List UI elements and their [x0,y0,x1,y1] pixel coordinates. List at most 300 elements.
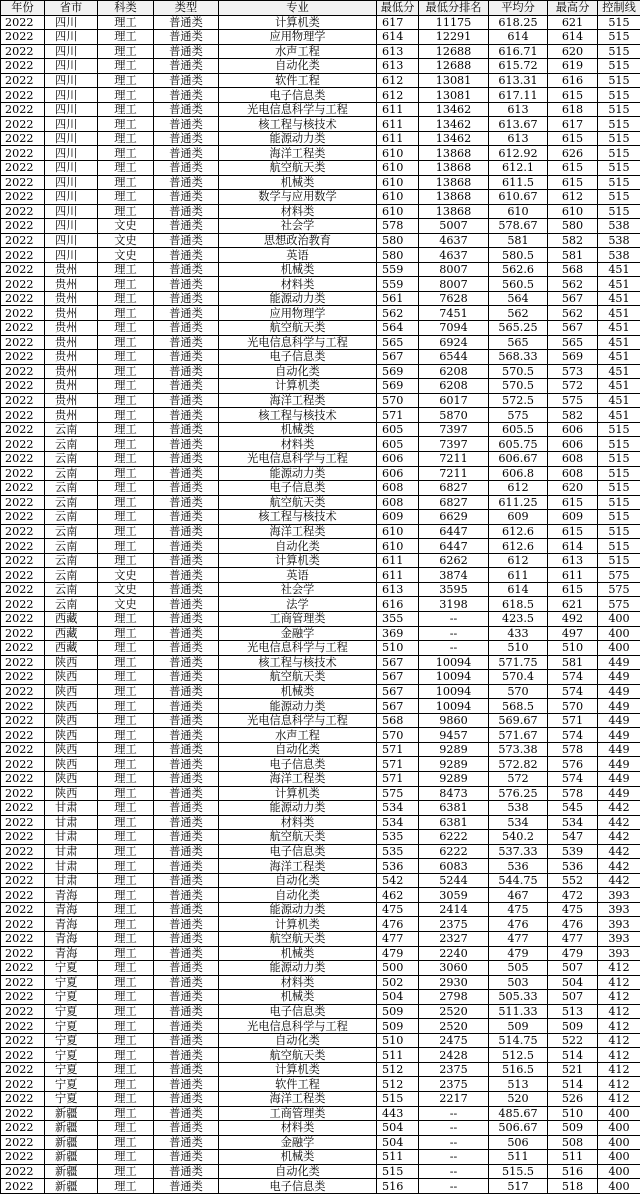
cell-major: 海洋工程类 [219,146,377,161]
cell-subject: 文史 [98,582,154,597]
cell-max-score: 573 [548,364,598,379]
cell-max-score: 620 [548,481,598,496]
cell-year: 2022 [1,262,45,277]
cell-major: 航空航天类 [219,161,377,176]
cell-year: 2022 [1,524,45,539]
cell-province: 四川 [45,219,98,234]
cell-avg-score: 511 [489,1150,548,1165]
cell-control-line: 515 [598,175,640,190]
cell-min-rank: -- [419,641,489,656]
cell-province: 四川 [45,102,98,117]
cell-max-score: 545 [548,801,598,816]
cell-province: 陕西 [45,670,98,685]
cell-min-score: 561 [377,291,419,306]
cell-min-score: 562 [377,306,419,321]
cell-min-rank: -- [419,611,489,626]
cell-province: 新疆 [45,1150,98,1165]
cell-province: 云南 [45,466,98,481]
cell-year: 2022 [1,1150,45,1165]
cell-subject: 理工 [98,713,154,728]
cell-province: 贵州 [45,321,98,336]
table-row [1,379,640,394]
cell-subject: 理工 [98,262,154,277]
cell-subject: 理工 [98,117,154,132]
cell-min-rank: 13081 [419,88,489,103]
cell-min-score: 580 [377,248,419,263]
cell-control-line: 442 [598,815,640,830]
cell-avg-score: 612.92 [489,146,548,161]
cell-max-score: 565 [548,335,598,350]
cell-year: 2022 [1,393,45,408]
cell-control-line: 400 [598,1121,640,1136]
cell-max-score: 615 [548,582,598,597]
table-row [1,59,640,74]
cell-min-score: 617 [377,15,419,30]
cell-year: 2022 [1,757,45,772]
cell-avg-score: 544.75 [489,873,548,888]
cell-avg-score: 611.25 [489,495,548,510]
cell-subject: 理工 [98,1092,154,1107]
cell-major: 机械类 [219,946,377,961]
table-row [1,1062,640,1077]
cell-province: 青海 [45,902,98,917]
cell-min-score: 534 [377,815,419,830]
cell-min-rank: -- [419,1135,489,1150]
cell-min-rank: 10094 [419,699,489,714]
cell-type: 普通类 [154,990,219,1005]
cell-province: 西藏 [45,641,98,656]
table-row [1,1077,640,1092]
cell-control-line: 449 [598,728,640,743]
cell-subject: 理工 [98,611,154,626]
cell-province: 宁夏 [45,961,98,976]
cell-min-score: 536 [377,859,419,874]
cell-province: 宁夏 [45,990,98,1005]
table-row [1,815,640,830]
cell-major: 光电信息科学与工程 [219,102,377,117]
cell-subject: 理工 [98,102,154,117]
cell-province: 陕西 [45,684,98,699]
header-max-score: 最高分 [548,1,598,16]
cell-avg-score: 423.5 [489,611,548,626]
cell-province: 四川 [45,175,98,190]
cell-min-score: 515 [377,1164,419,1179]
cell-avg-score: 479 [489,946,548,961]
cell-year: 2022 [1,917,45,932]
cell-year: 2022 [1,146,45,161]
table-row [1,495,640,510]
cell-year: 2022 [1,641,45,656]
cell-subject: 理工 [98,73,154,88]
cell-min-rank: 13462 [419,131,489,146]
cell-avg-score: 569.67 [489,713,548,728]
cell-min-rank: 13868 [419,175,489,190]
cell-min-rank: 8007 [419,277,489,292]
cell-max-score: 619 [548,59,598,74]
cell-control-line: 451 [598,393,640,408]
cell-max-score: 606 [548,437,598,452]
table-row [1,932,640,947]
cell-control-line: 515 [598,510,640,525]
cell-min-rank: -- [419,1121,489,1136]
cell-max-score: 608 [548,451,598,466]
cell-control-line: 575 [598,582,640,597]
cell-min-rank: 3595 [419,582,489,597]
cell-control-line: 451 [598,306,640,321]
cell-avg-score: 571.67 [489,728,548,743]
cell-type: 普通类 [154,495,219,510]
cell-province: 陕西 [45,699,98,714]
cell-subject: 理工 [98,1150,154,1165]
cell-avg-score: 572 [489,771,548,786]
cell-type: 普通类 [154,1179,219,1194]
cell-type: 普通类 [154,888,219,903]
cell-control-line: 400 [598,1106,640,1121]
cell-subject: 理工 [98,495,154,510]
cell-type: 普通类 [154,1077,219,1092]
cell-type: 普通类 [154,859,219,874]
cell-max-score: 578 [548,786,598,801]
cell-province: 青海 [45,932,98,947]
cell-min-rank: 13462 [419,117,489,132]
cell-year: 2022 [1,161,45,176]
cell-avg-score: 560.5 [489,277,548,292]
header-subject: 科类 [98,1,154,16]
cell-subject: 理工 [98,844,154,859]
cell-control-line: 393 [598,917,640,932]
table-row [1,975,640,990]
cell-min-score: 611 [377,117,419,132]
cell-subject: 理工 [98,830,154,845]
cell-max-score: 618 [548,102,598,117]
cell-type: 普通类 [154,481,219,496]
cell-subject: 理工 [98,902,154,917]
cell-province: 四川 [45,190,98,205]
cell-subject: 理工 [98,204,154,219]
cell-avg-score: 510 [489,641,548,656]
cell-year: 2022 [1,1164,45,1179]
table-row [1,1106,640,1121]
cell-province: 四川 [45,131,98,146]
cell-avg-score: 565 [489,335,548,350]
cell-major: 材料类 [219,204,377,219]
cell-min-rank: 6827 [419,495,489,510]
cell-min-score: 504 [377,1135,419,1150]
cell-province: 四川 [45,161,98,176]
table-row [1,204,640,219]
cell-control-line: 575 [598,568,640,583]
table-row [1,30,640,45]
cell-control-line: 538 [598,233,640,248]
cell-year: 2022 [1,175,45,190]
cell-type: 普通类 [154,873,219,888]
cell-subject: 理工 [98,728,154,743]
cell-control-line: 412 [598,1092,640,1107]
cell-min-rank: -- [419,1179,489,1194]
cell-type: 普通类 [154,524,219,539]
cell-major: 能源动力类 [219,699,377,714]
cell-min-score: 609 [377,510,419,525]
cell-avg-score: 515.5 [489,1164,548,1179]
cell-province: 贵州 [45,335,98,350]
cell-province: 四川 [45,146,98,161]
cell-avg-score: 610.67 [489,190,548,205]
table-row [1,641,640,656]
cell-min-score: 569 [377,379,419,394]
cell-min-rank: 2217 [419,1092,489,1107]
cell-min-rank: 4637 [419,248,489,263]
cell-avg-score: 612.6 [489,539,548,554]
cell-major: 自动化类 [219,873,377,888]
cell-type: 普通类 [154,422,219,437]
cell-avg-score: 536 [489,859,548,874]
cell-control-line: 412 [598,1062,640,1077]
cell-subject: 理工 [98,1048,154,1063]
cell-avg-score: 509 [489,1019,548,1034]
table-row [1,1135,640,1150]
cell-type: 普通类 [154,786,219,801]
cell-control-line: 451 [598,262,640,277]
cell-control-line: 442 [598,859,640,874]
cell-province: 陕西 [45,655,98,670]
cell-avg-score: 615.72 [489,59,548,74]
table-row [1,117,640,132]
cell-province: 云南 [45,437,98,452]
cell-province: 贵州 [45,262,98,277]
cell-type: 普通类 [154,684,219,699]
cell-year: 2022 [1,321,45,336]
cell-control-line: 449 [598,684,640,699]
cell-control-line: 449 [598,655,640,670]
cell-major: 社会学 [219,219,377,234]
cell-max-score: 522 [548,1033,598,1048]
cell-major: 海洋工程类 [219,393,377,408]
cell-major: 计算机类 [219,15,377,30]
cell-major: 机械类 [219,990,377,1005]
cell-control-line: 515 [598,437,640,452]
cell-avg-score: 534 [489,815,548,830]
cell-year: 2022 [1,801,45,816]
cell-min-score: 559 [377,277,419,292]
cell-year: 2022 [1,1092,45,1107]
cell-major: 自动化类 [219,364,377,379]
cell-type: 普通类 [154,510,219,525]
cell-subject: 理工 [98,1077,154,1092]
cell-major: 能源动力类 [219,961,377,976]
cell-avg-score: 612 [489,481,548,496]
cell-year: 2022 [1,611,45,626]
cell-control-line: 575 [598,597,640,612]
table-row [1,713,640,728]
cell-min-rank: 6208 [419,364,489,379]
cell-avg-score: 613 [489,131,548,146]
cell-province: 宁夏 [45,975,98,990]
cell-type: 普通类 [154,728,219,743]
table-row [1,1019,640,1034]
cell-avg-score: 611.5 [489,175,548,190]
cell-max-score: 615 [548,131,598,146]
cell-year: 2022 [1,73,45,88]
cell-min-score: 510 [377,641,419,656]
cell-major: 计算机类 [219,786,377,801]
table-row [1,335,640,350]
cell-subject: 理工 [98,932,154,947]
header-min-score: 最低分 [377,1,419,16]
cell-max-score: 514 [548,1077,598,1092]
cell-major: 能源动力类 [219,131,377,146]
cell-type: 普通类 [154,73,219,88]
cell-major: 航空航天类 [219,670,377,685]
cell-type: 普通类 [154,146,219,161]
cell-avg-score: 540.2 [489,830,548,845]
cell-subject: 理工 [98,641,154,656]
table-row [1,1048,640,1063]
cell-max-score: 510 [548,1106,598,1121]
cell-avg-score: 614 [489,582,548,597]
cell-province: 新疆 [45,1135,98,1150]
cell-subject: 理工 [98,917,154,932]
cell-province: 云南 [45,597,98,612]
cell-type: 普通类 [154,44,219,59]
cell-type: 普通类 [154,641,219,656]
cell-type: 普通类 [154,1019,219,1034]
cell-min-rank: 6017 [419,393,489,408]
cell-year: 2022 [1,815,45,830]
cell-control-line: 515 [598,204,640,219]
cell-avg-score: 618.25 [489,15,548,30]
table-row [1,1033,640,1048]
cell-major: 金融学 [219,626,377,641]
cell-subject: 文史 [98,597,154,612]
cell-year: 2022 [1,204,45,219]
table-row [1,233,640,248]
cell-control-line: 451 [598,291,640,306]
cell-min-rank: 6381 [419,815,489,830]
table-row [1,510,640,525]
cell-max-score: 612 [548,190,598,205]
table-row [1,859,640,874]
cell-max-score: 574 [548,684,598,699]
cell-type: 普通类 [154,932,219,947]
cell-year: 2022 [1,1135,45,1150]
cell-subject: 理工 [98,873,154,888]
cell-min-score: 613 [377,582,419,597]
table-row [1,291,640,306]
cell-max-score: 514 [548,1048,598,1063]
cell-min-score: 355 [377,611,419,626]
cell-major: 航空航天类 [219,1048,377,1063]
cell-min-score: 610 [377,175,419,190]
cell-type: 普通类 [154,699,219,714]
cell-type: 普通类 [154,1004,219,1019]
cell-province: 陕西 [45,742,98,757]
cell-type: 普通类 [154,219,219,234]
cell-avg-score: 612 [489,553,548,568]
cell-province: 贵州 [45,364,98,379]
cell-type: 普通类 [154,321,219,336]
cell-major: 思想政治教育 [219,233,377,248]
cell-control-line: 412 [598,1004,640,1019]
cell-subject: 理工 [98,59,154,74]
cell-province: 陕西 [45,728,98,743]
cell-type: 普通类 [154,582,219,597]
cell-control-line: 449 [598,699,640,714]
cell-subject: 理工 [98,553,154,568]
table-row [1,15,640,30]
cell-min-score: 567 [377,350,419,365]
cell-year: 2022 [1,379,45,394]
cell-min-rank: 13868 [419,146,489,161]
cell-year: 2022 [1,335,45,350]
cell-province: 新疆 [45,1121,98,1136]
cell-max-score: 614 [548,30,598,45]
cell-min-score: 504 [377,1121,419,1136]
table-row [1,437,640,452]
cell-major: 机械类 [219,175,377,190]
cell-province: 贵州 [45,408,98,423]
cell-major: 电子信息类 [219,844,377,859]
cell-major: 能源动力类 [219,902,377,917]
cell-subject: 理工 [98,1179,154,1194]
cell-control-line: 442 [598,801,640,816]
cell-type: 普通类 [154,175,219,190]
table-row [1,393,640,408]
cell-type: 普通类 [154,626,219,641]
cell-min-rank: 9860 [419,713,489,728]
cell-min-rank: 3060 [419,961,489,976]
cell-avg-score: 612.6 [489,524,548,539]
cell-avg-score: 511.33 [489,1004,548,1019]
cell-year: 2022 [1,131,45,146]
cell-min-score: 512 [377,1077,419,1092]
cell-min-score: 611 [377,131,419,146]
cell-province: 贵州 [45,306,98,321]
table-row [1,408,640,423]
cell-min-rank: 7211 [419,451,489,466]
cell-max-score: 606 [548,422,598,437]
cell-province: 甘肃 [45,830,98,845]
cell-avg-score: 612.1 [489,161,548,176]
cell-min-rank: 7397 [419,422,489,437]
cell-min-score: 500 [377,961,419,976]
cell-min-rank: 13868 [419,190,489,205]
cell-year: 2022 [1,437,45,452]
cell-min-score: 479 [377,946,419,961]
cell-subject: 理工 [98,742,154,757]
cell-subject: 理工 [98,88,154,103]
cell-province: 陕西 [45,713,98,728]
table-row [1,771,640,786]
cell-max-score: 581 [548,248,598,263]
cell-major: 核工程与核技术 [219,510,377,525]
cell-min-score: 477 [377,932,419,947]
cell-min-rank: 12688 [419,44,489,59]
cell-year: 2022 [1,350,45,365]
table-row [1,1179,640,1194]
cell-min-score: 613 [377,59,419,74]
cell-major: 金融学 [219,1135,377,1150]
cell-min-score: 510 [377,1033,419,1048]
cell-avg-score: 512.5 [489,1048,548,1063]
cell-province: 贵州 [45,291,98,306]
cell-province: 青海 [45,888,98,903]
cell-min-score: 504 [377,990,419,1005]
cell-max-score: 610 [548,204,598,219]
cell-min-score: 475 [377,902,419,917]
table-row [1,306,640,321]
cell-major: 自动化类 [219,59,377,74]
cell-min-score: 610 [377,190,419,205]
